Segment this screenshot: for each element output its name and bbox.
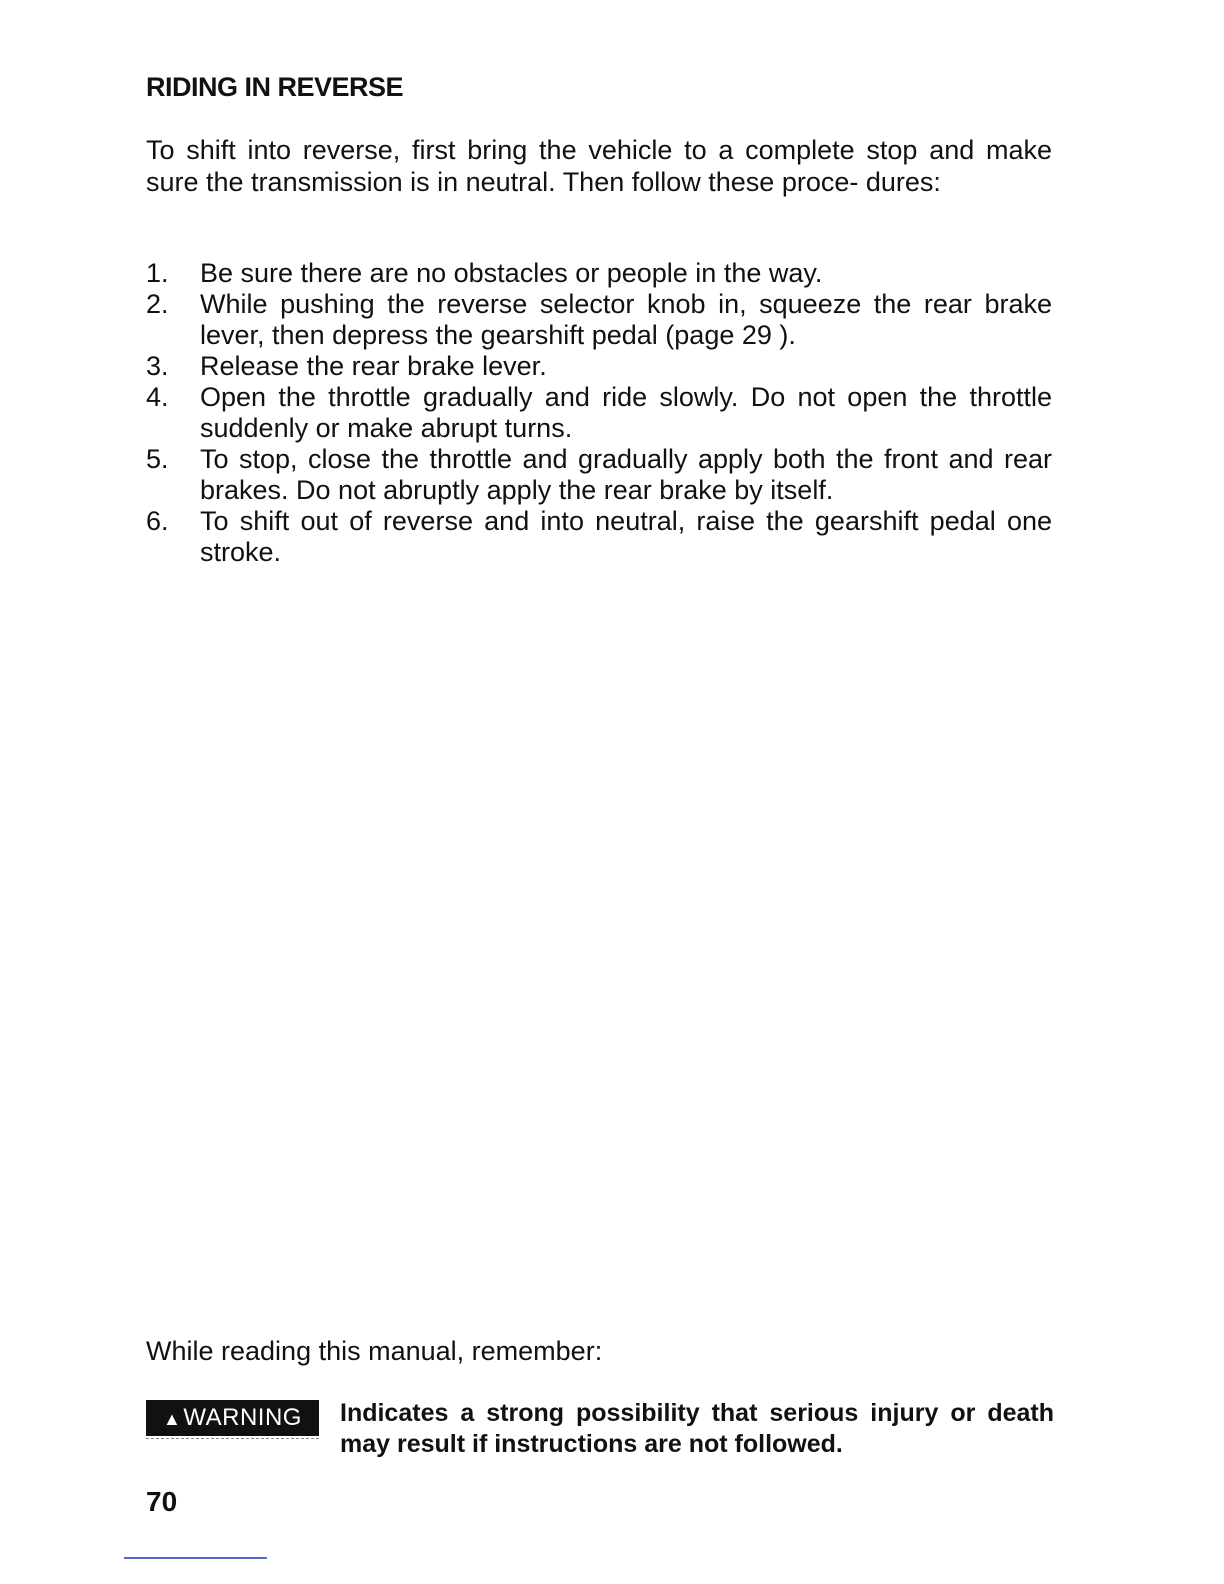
step-item xyxy=(146,506,1052,568)
step-number: 2. xyxy=(146,289,169,319)
step-text: Open the throttle gradually and ride slowly. Do not open the throttle suddenly or make abrupt turns. xyxy=(200,382,1052,443)
procedure-steps xyxy=(146,258,1052,568)
step-item xyxy=(146,444,1052,506)
step-number: 6. xyxy=(146,506,169,536)
step-text: Be sure there are no obstacles or people in the way. xyxy=(200,258,823,288)
step-text: While pushing the reverse selector knob in, squeeze the rear brake lever, then depress the gearshift pedal (page 29 ). xyxy=(200,289,1052,350)
bottom-divider xyxy=(124,1557,267,1559)
warning-badge xyxy=(146,1400,319,1436)
warning-underline xyxy=(146,1438,319,1440)
step-number: 5. xyxy=(146,444,169,474)
step-number: 1. xyxy=(146,258,169,288)
step-text: To shift out of reverse and into neutral, raise the gearshift pedal one stroke. xyxy=(200,506,1052,567)
intro-paragraph: To shift into reverse, first bring the vehicle to a complete stop and make sure the transmission is in neutral. Then follow these proce- dures: xyxy=(146,135,1052,197)
step-item xyxy=(146,258,1052,289)
warning-description: Indicates a strong possibility that serious injury or death may result if instructions are not followed. xyxy=(340,1399,1054,1458)
step-number: 3. xyxy=(146,351,169,381)
step-item xyxy=(146,351,1052,382)
warning-triangle-icon: ▲ xyxy=(163,1409,182,1429)
step-item xyxy=(146,382,1052,444)
step-text: Release the rear brake lever. xyxy=(200,351,547,381)
section-title: RIDING IN REVERSE xyxy=(146,72,404,102)
step-text: To stop, close the throttle and gradually apply both the front and rear brakes. Do not abruptly apply the rear brake by itself. xyxy=(200,444,1052,505)
step-item xyxy=(146,289,1052,351)
warning-label: WARNING xyxy=(183,1404,302,1431)
page-number: 70 xyxy=(146,1486,178,1517)
step-number: 4. xyxy=(146,382,169,412)
reminder-text: While reading this manual, remember: xyxy=(146,1336,603,1366)
